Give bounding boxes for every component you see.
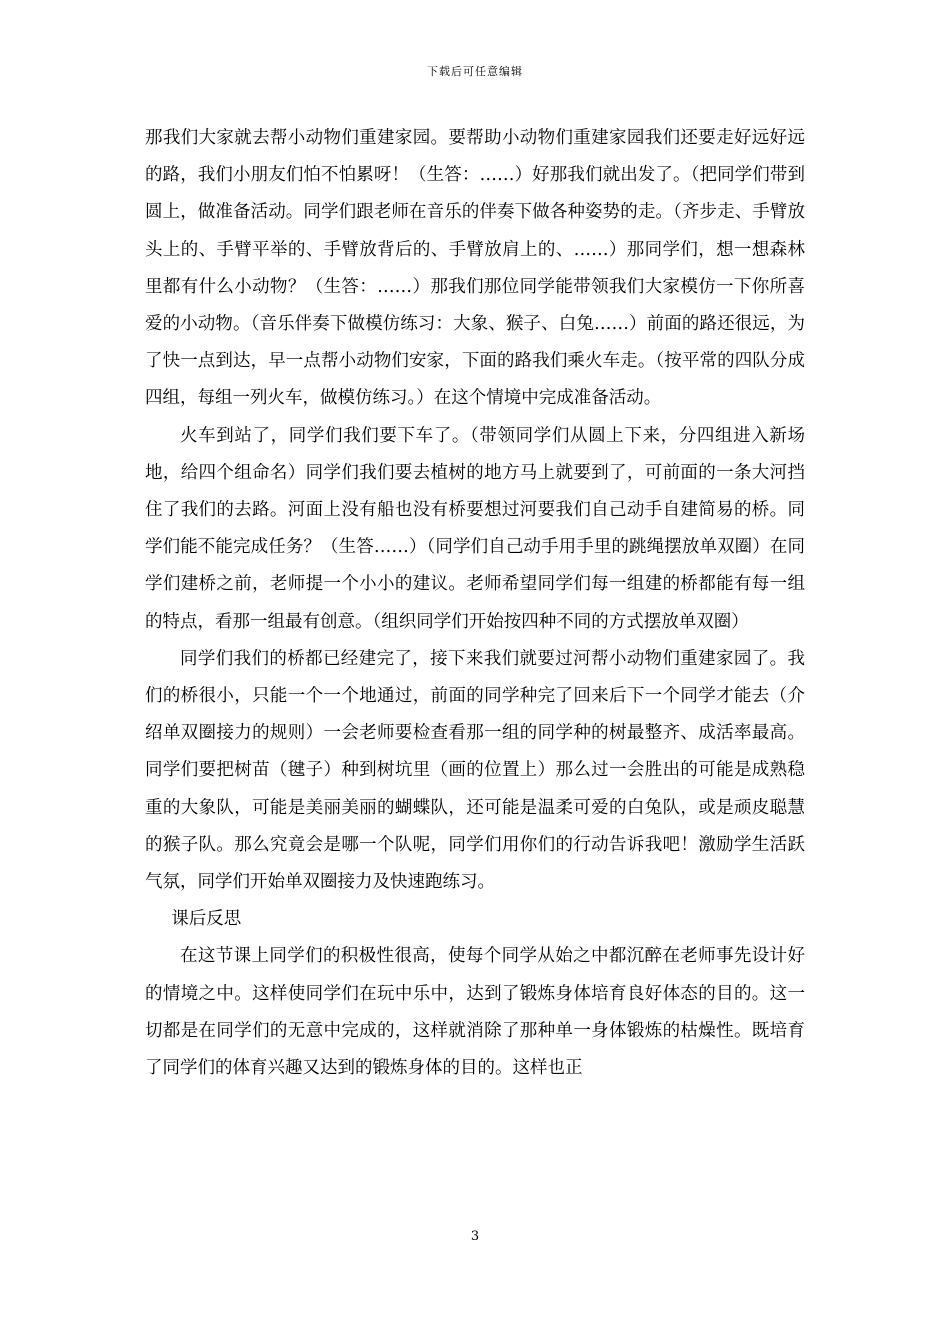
paragraph: 火车到站了，同学们我们要下车了。（带领同学们从圆上下来，分四组进入新场地，给四个组命名）同学们我们要去植树的地方马上就要到了，可前面的一条大河挡住了我们的去路。河面上没有船也没有桥要想过河要我们自己动手自建简易的桥。同学们能不能完成任务？（生答……）（同学们自己动手用手里的跳绳摆放单双圈）在同学们建桥之前，老师提一个小小的建议。老师希望同学们每一组建的桥都能有每一组的特点，看那一组最有创意。（组织同学们开始按四种不同的方式摆放单双圈） xyxy=(145,425,805,632)
paragraph: 那我们大家就去帮小动物们重建家园。要帮助小动物们重建家园我们还要走好远好远的路，我们小朋友们怕不怕累呀！（生答：……）好那我们就出发了。（把同学们带到圆上，做准备活动。同学们跟老师在音乐的伴奏下做各种姿势的走。（齐步走、手臂放头上的、手臂平举的、手臂放背后的、手臂放肩上的、……）那同学们，想一想森林里都有什么小动物？（生答：……）那我们那位同学能带领我们大家模仿一下你所喜爱的小动物。（音乐伴奏下做模仿练习：大象、猴子、白兔……）前面的路还很远，为了快一点到达，早一点帮小动物们安家，下面的路我们乘火车走。（按平常的四队分成四组，每组一列火车，做模仿练习。）在这个情境中完成准备活动。 xyxy=(145,128,805,409)
paragraph: 同学们我们的桥都已经建完了，接下来我们就要过河帮小动物们重建家园了。我们的桥很小，只能一个一个地通过，前面的同学种完了回来后下一个同学才能去（介绍单双圈接力的规则）一会老师要检查看那一组的同学种的树最整齐、成活率最高。同学们要把树苗（毽子）种到树坑里（画的位置上）那么过一会胜出的可能是成熟稳重的大象队，可能是美丽美丽的蝴蝶队，还可能是温柔可爱的白兔队，或是顽皮聪慧的猴子队。那么究竟会是哪一个队呢，同学们用你们的行动告诉我吧！激励学生活跃气氛，同学们开始单双圈接力及快速跑练习。 xyxy=(145,648,805,893)
document-body xyxy=(145,120,805,1087)
page-header: 下载后可任意编辑 xyxy=(427,65,523,78)
page-number: 3 xyxy=(470,1229,480,1244)
section-heading: 课后反思 xyxy=(171,909,242,930)
paragraph: 在这节课上同学们的积极性很高，使每个同学从始之中都沉醉在老师事先设计好的情境之中。这样使同学们在玩中乐中，达到了锻炼身体培育良好体态的目的。这一切都是在同学们的无意中完成的，这样就消除了那种单一身体锻炼的枯燥性。既培育了同学们的体育兴趣又达到的锻炼身体的目的。这样也正 xyxy=(145,946,805,1079)
